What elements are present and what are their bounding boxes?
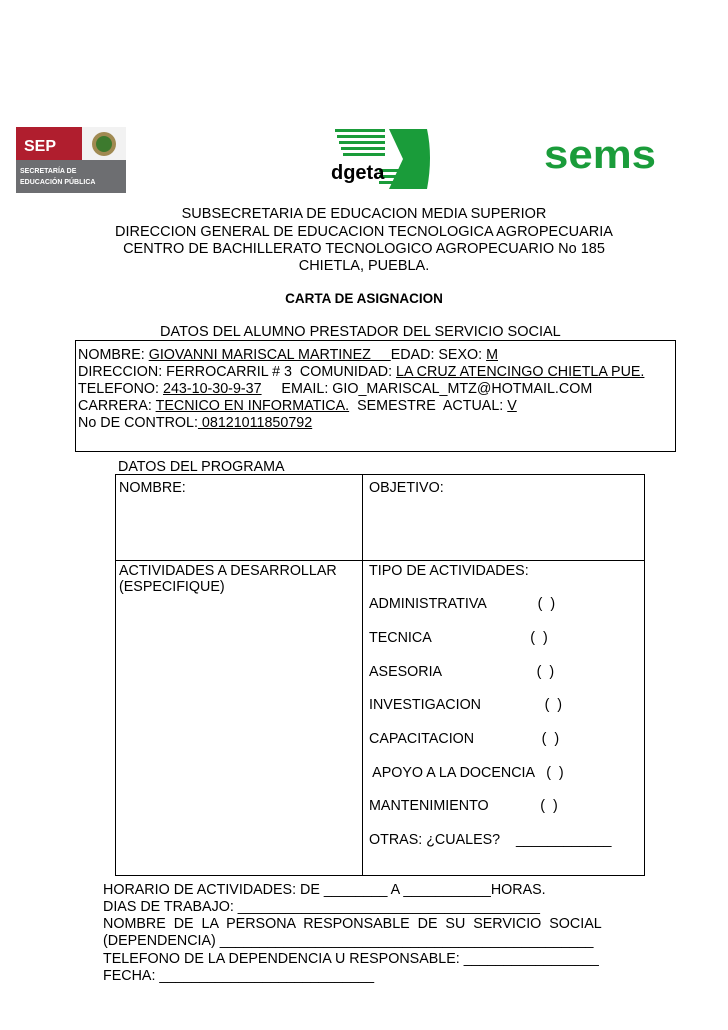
student-name-row	[78, 347, 498, 363]
phone-label: TELEFONO:	[78, 381, 163, 397]
specify-label: (ESPECIFIQUE)	[119, 579, 225, 595]
header-line-1: SUBSECRETARIA DE EDUCACION MEDIA SUPERIOR	[181, 206, 547, 222]
student-phone-row	[78, 381, 592, 397]
email-label: EMAIL: GIO_MARISCAL_MTZ@HOTMAIL.COM	[261, 381, 593, 397]
student-control-row	[78, 415, 312, 431]
name-label: NOMBRE:	[78, 347, 149, 363]
address-label: DIRECCION: FERROCARRIL # 3 COMUNIDAD:	[78, 364, 397, 380]
student-career-row	[78, 398, 517, 414]
sep-logo	[16, 127, 126, 193]
work-days-field: DIAS DE TRABAJO: ______________________________________	[103, 899, 540, 915]
sems-logo	[542, 132, 658, 176]
table-divider-vertical	[362, 475, 363, 875]
sex-value: M	[486, 347, 498, 363]
header-line-2: DIRECCION GENERAL DE EDUCACION TECNOLOGICA AGROPECUARIA	[115, 224, 613, 240]
activity-type-item: ADMINISTRATIVA ( )	[369, 596, 556, 612]
student-address-row	[78, 364, 644, 380]
dependency-phone-field: TELEFONO DE LA DEPENDENCIA U RESPONSABLE: _________________	[103, 951, 599, 967]
activity-type-item: APOYO A LA DOCENCIA ( )	[369, 765, 564, 781]
career-value: TECNICO EN INFORMATICA.	[155, 398, 350, 414]
activity-type-item: OTRAS: ¿CUALES? ____________	[369, 832, 612, 848]
sep-logo-line1: SECRETARÍA DE	[20, 168, 77, 175]
community-value: LA CRUZ ATENCINGO CHIETLA PUE.	[396, 364, 645, 380]
phone-value: 243-10-30-9-37	[163, 381, 262, 397]
activity-type-item: TECNICA ( )	[369, 630, 548, 646]
dgeta-logo-text: dgeta	[331, 162, 385, 184]
activities-label: ACTIVIDADES A DESARROLLAR	[119, 563, 337, 579]
activity-type-item: CAPACITACION ( )	[369, 731, 560, 747]
semester-label: SEMESTRE ACTUAL:	[349, 398, 508, 414]
activity-type-item: ASESORIA ( )	[369, 664, 555, 680]
header-line-3: CENTRO DE BACHILLERATO TECNOLOGICO AGROPECUARIO No 185	[123, 241, 605, 257]
semester-value: V	[507, 398, 517, 414]
dgeta-logo	[327, 127, 433, 193]
sep-logo-text: SEP	[24, 138, 57, 155]
program-table	[115, 474, 645, 876]
responsible-name-field: NOMBRE DE LA PERSONA RESPONSABLE DE SU SERVICIO SOCIAL	[103, 916, 602, 932]
activity-type-item: INVESTIGACION ( )	[369, 697, 563, 713]
control-value: 08121011850792	[197, 415, 313, 431]
program-name-label: NOMBRE:	[119, 480, 186, 496]
name-value: GIOVANNI MARISCAL MARTINEZ	[148, 347, 391, 363]
student-data-box	[75, 340, 676, 452]
age-sex-label: EDAD: SEXO:	[390, 347, 487, 363]
document-title: CARTA DE ASIGNACION	[285, 291, 443, 306]
program-objective-label: OBJETIVO:	[369, 480, 444, 496]
header-line-4: CHIETLA, PUEBLA.	[298, 258, 430, 274]
activity-type-item: MANTENIMIENTO ( )	[369, 798, 558, 814]
student-section-title: DATOS DEL ALUMNO PRESTADOR DEL SERVICIO SOCIAL	[160, 324, 561, 340]
schedule-field: HORARIO DE ACTIVIDADES: DE ________ A ___________HORAS.	[103, 882, 546, 898]
date-field: FECHA: ___________________________	[103, 968, 375, 984]
activity-types-label: TIPO DE ACTIVIDADES:	[369, 563, 529, 579]
table-divider-horizontal	[116, 560, 644, 561]
sep-logo-line2: EDUCACIÓN PÚBLICA	[20, 179, 96, 186]
dependency-field: (DEPENDENCIA) _______________________________________________	[103, 933, 594, 949]
program-section-title: DATOS DEL PROGRAMA	[118, 459, 285, 475]
career-label: CARRERA:	[78, 398, 156, 414]
control-label: No DE CONTROL:	[78, 415, 198, 431]
sems-logo-text: sems	[544, 133, 656, 176]
